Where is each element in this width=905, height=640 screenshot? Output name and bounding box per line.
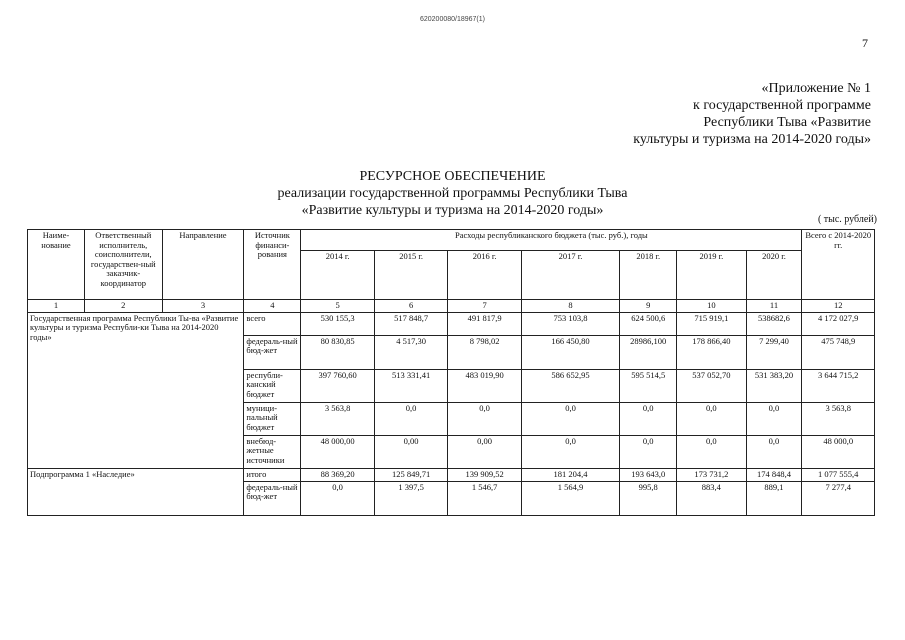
column-number: 12 <box>802 300 875 313</box>
value-cell: 715 919,1 <box>677 312 746 335</box>
value-cell: 491 817,9 <box>448 312 522 335</box>
value-cell: 0,0 <box>448 402 522 435</box>
value-cell: 193 643,0 <box>620 468 677 481</box>
value-cell: 1 546,7 <box>448 481 522 515</box>
source-cell: федераль-ный бюд-жет <box>244 481 301 515</box>
header-responsible: Ответственный исполнитель, соисполнители, государствен-ный заказчик-координатор <box>84 230 162 300</box>
value-cell: 0,0 <box>677 402 746 435</box>
value-cell: 48 000,0 <box>802 435 875 468</box>
value-cell: 0,0 <box>521 402 619 435</box>
header-year: 2016 г. <box>448 251 522 300</box>
value-cell: 4 517,30 <box>374 335 448 369</box>
appendix-note <box>633 80 871 148</box>
resource-table <box>27 229 875 516</box>
value-cell: 1 397,5 <box>374 481 448 515</box>
value-cell: 0,0 <box>620 402 677 435</box>
header-year: 2019 г. <box>677 251 746 300</box>
value-cell: 88 369,20 <box>301 468 375 481</box>
value-cell: 538682,6 <box>746 312 802 335</box>
column-number: 4 <box>244 300 301 313</box>
value-cell: 0,0 <box>374 402 448 435</box>
value-cell: 8 798,02 <box>448 335 522 369</box>
value-cell: 624 500,6 <box>620 312 677 335</box>
document-heading <box>0 168 905 219</box>
value-cell: 0,0 <box>301 481 375 515</box>
value-cell: 139 909,52 <box>448 468 522 481</box>
value-cell: 0,0 <box>521 435 619 468</box>
value-cell: 1 077 555,4 <box>802 468 875 481</box>
program-name: Государственная программа Республики Ты-ва «Развитие культуры и туризма Республи-ки Тыва на 2014-2020 годы» <box>28 312 244 468</box>
header-year: 2020 г. <box>746 251 802 300</box>
document-id: 620200080/18967(1) <box>419 16 485 23</box>
header-year: 2014 г. <box>301 251 375 300</box>
value-cell: 0,0 <box>746 402 802 435</box>
value-cell: 995,8 <box>620 481 677 515</box>
value-cell: 166 450,80 <box>521 335 619 369</box>
page-number: 7 <box>862 36 868 50</box>
value-cell: 3 644 715,2 <box>802 369 875 402</box>
source-cell: всего <box>244 312 301 335</box>
value-cell: 0,0 <box>746 435 802 468</box>
subprogram-name: Подпрограмма 1 «Наследие» <box>28 468 244 515</box>
value-cell: 7 299,40 <box>746 335 802 369</box>
value-cell: 513 331,41 <box>374 369 448 402</box>
value-cell: 889,1 <box>746 481 802 515</box>
value-cell: 3 563,8 <box>802 402 875 435</box>
column-number: 2 <box>84 300 162 313</box>
value-cell: 0,00 <box>448 435 522 468</box>
value-cell: 0,0 <box>677 435 746 468</box>
header-year: 2018 г. <box>620 251 677 300</box>
value-cell: 883,4 <box>677 481 746 515</box>
units-note: ( тыс. рублей) <box>817 214 877 225</box>
value-cell: 531 383,20 <box>746 369 802 402</box>
value-cell: 48 000,00 <box>301 435 375 468</box>
value-cell: 174 848,4 <box>746 468 802 481</box>
value-cell: 483 019,90 <box>448 369 522 402</box>
header-row <box>28 230 875 251</box>
value-cell: 7 277,4 <box>802 481 875 515</box>
value-cell: 125 849,71 <box>374 468 448 481</box>
appendix-line: «Приложение № 1 <box>761 81 871 96</box>
column-number: 11 <box>746 300 802 313</box>
column-number: 7 <box>448 300 522 313</box>
column-number: 3 <box>162 300 244 313</box>
column-number: 5 <box>301 300 375 313</box>
value-cell: 178 866,40 <box>677 335 746 369</box>
table-row <box>28 468 875 481</box>
value-cell: 517 848,7 <box>374 312 448 335</box>
value-cell: 537 052,70 <box>677 369 746 402</box>
value-cell: 3 563,8 <box>301 402 375 435</box>
source-cell: внебюд-жетные источники <box>244 435 301 468</box>
heading-subtitle: реализации государственной программы Республики Тыва <box>277 186 628 201</box>
value-cell: 80 830,85 <box>301 335 375 369</box>
value-cell: 397 760,60 <box>301 369 375 402</box>
value-cell: 173 731,2 <box>677 468 746 481</box>
value-cell: 586 652,95 <box>521 369 619 402</box>
value-cell: 595 514,5 <box>620 369 677 402</box>
source-cell: муници-пальный бюджет <box>244 402 301 435</box>
column-number: 6 <box>374 300 448 313</box>
appendix-line: к государственной программе <box>693 98 871 113</box>
value-cell: 4 172 027,9 <box>802 312 875 335</box>
appendix-line: Республики Тыва «Развитие <box>703 115 871 130</box>
header-total: Всего с 2014-2020 гг. <box>802 230 875 300</box>
source-cell: республи-канский бюджет <box>244 369 301 402</box>
header-direction: Направление <box>162 230 244 300</box>
table-row <box>28 312 875 335</box>
value-cell: 28986,100 <box>620 335 677 369</box>
column-number: 9 <box>620 300 677 313</box>
column-number: 10 <box>677 300 746 313</box>
value-cell: 1 564,9 <box>521 481 619 515</box>
value-cell: 0,0 <box>620 435 677 468</box>
value-cell: 753 103,8 <box>521 312 619 335</box>
column-number: 8 <box>521 300 619 313</box>
value-cell: 181 204,4 <box>521 468 619 481</box>
source-cell: федераль-ный бюд-жет <box>244 335 301 369</box>
value-cell: 530 155,3 <box>301 312 375 335</box>
header-year: 2017 г. <box>521 251 619 300</box>
heading-title: РЕСУРСНОЕ ОБЕСПЕЧЕНИЕ <box>359 169 546 184</box>
header-name: Наиме-нование <box>28 230 85 300</box>
header-expenses: Расходы республиканского бюджета (тыс. руб.), годы <box>301 230 802 251</box>
source-cell: итого <box>244 468 301 481</box>
column-number: 1 <box>28 300 85 313</box>
heading-subtitle: «Развитие культуры и туризма на 2014-2020 годы» <box>301 203 604 218</box>
column-number-row <box>28 300 875 313</box>
appendix-line: культуры и туризма на 2014-2020 годы» <box>633 132 871 147</box>
value-cell: 0,00 <box>374 435 448 468</box>
value-cell: 475 748,9 <box>802 335 875 369</box>
header-year: 2015 г. <box>374 251 448 300</box>
header-source: Источник финанси-рования <box>244 230 301 300</box>
